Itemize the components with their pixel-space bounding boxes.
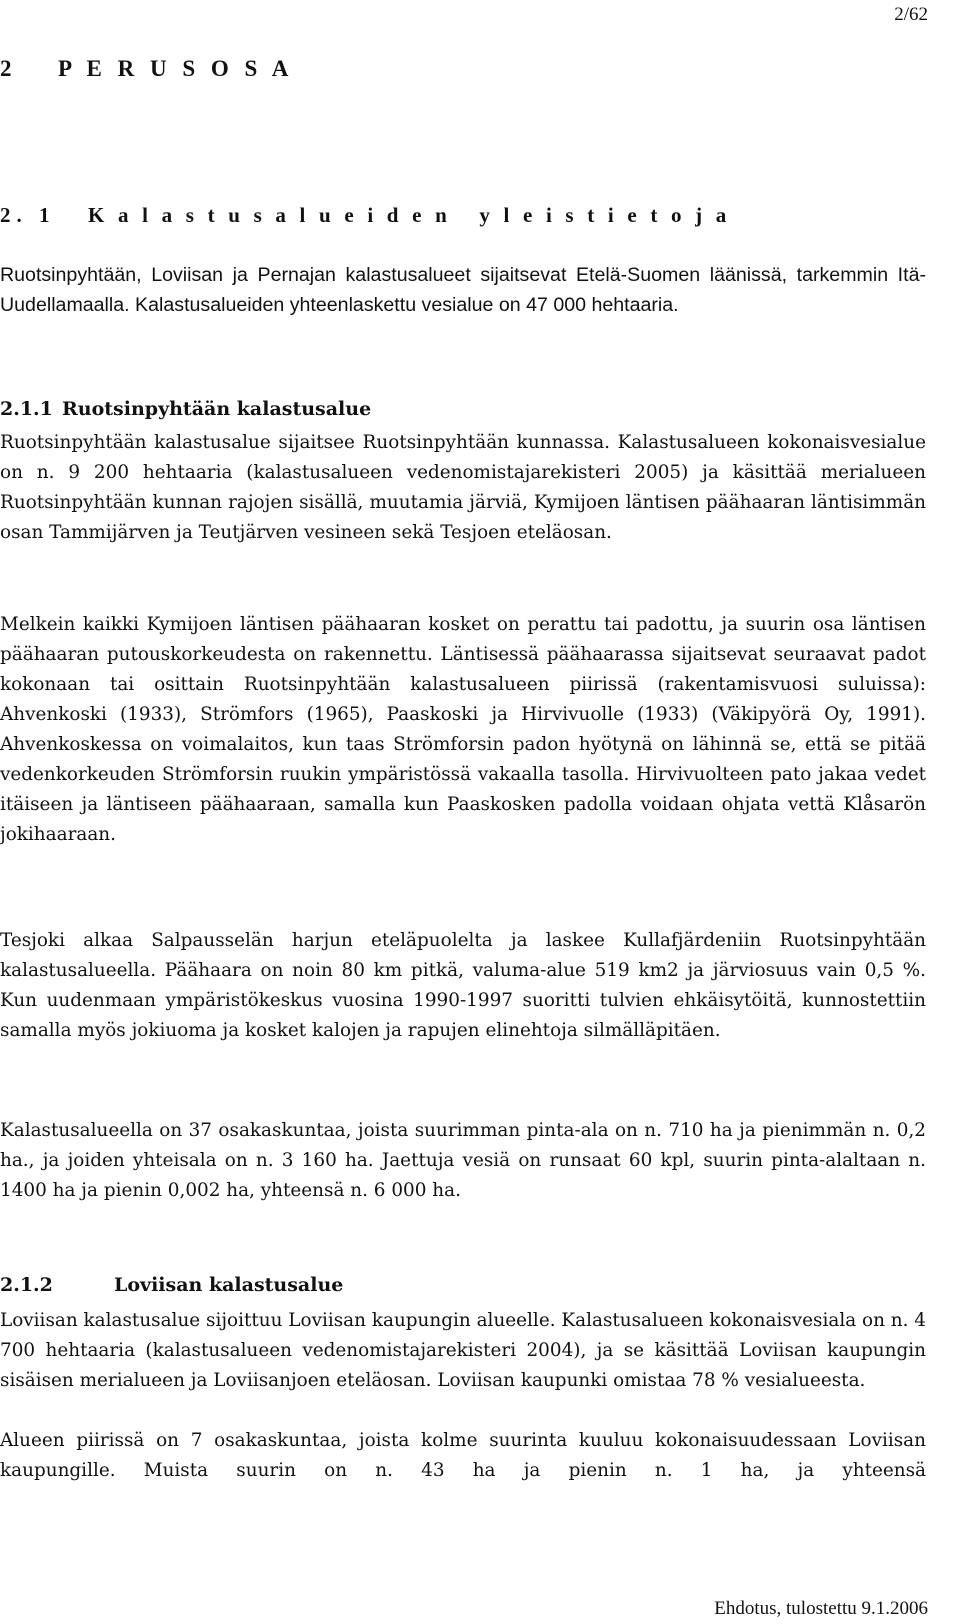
- subsection-title: K a l a s t u s a l u e i d e n y l e i s t i e t o j a: [88, 203, 731, 227]
- heading-ruotsinpyhtaa-title: Ruotsinpyhtään kalastusalue: [62, 398, 372, 420]
- heading-ruotsinpyhtaa-number: 2.1.1: [0, 398, 53, 420]
- intro-paragraph: Ruotsinpyhtään, Loviisan ja Pernajan kalastusalueet sijaitsevat Etelä-Suomen läänissä, tarkemmin Itä-Uudellamaalla. Kalastusalueiden yhteenlaskettu vesialue on 47 000 hehtaaria.: [0, 264, 926, 316]
- heading-ruotsinpyhtaa: [0, 398, 371, 420]
- paragraph-ruotsinpyhtaa-2: Melkein kaikki Kymijoen läntisen päähaaran kosket on perattu tai padottu, ja suurin osa läntisen päähaaran putouskorkeudesta on rakennettu. Läntisessä päähaarassa sijaitsevat seuraavat padot kokonaan tai osittain Ruotsinpyhtään kalastusalueen piirissä (rakentamisvuosi suluissa): Ahvenkoski (1933), Strömfors (1965), Paaskoski ja Hirvivuolle (1933) (Väkipyörä Oy, 1991). Ahvenkoskessa on voimalaitos, kun taas Strömforsin padon hyötynä on lähinnä se, että se pitää vedenkorkeuden Strömforsin ruukin ympäristössä vakaalla tasolla. Hirvivuolteen pato jakaa vedet itäiseen ja läntiseen päähaaraan, samalla kun Paaskosken padolla voidaan ohjata vettä Klåsarön jokihaaraan.: [0, 614, 926, 845]
- paragraph-ruotsinpyhtaa-3: Tesjoki alkaa Salpausselän harjun eteläpuolelta ja laskee Kullafjärdeniin Ruotsinpyhtään kalastusalueella. Päähaara on noin 80 km pitkä, valuma-alue 519 km2 ja järviosuus vain 0,5 %. Kun uudenmaan ympäristökeskus vuosina 1990-1997 suoritti tulvien ehkäisytöitä, kunnostettiin samalla myös jokiuoma ja kosket kalojen ja rapujen elinehtoja silmälläpitäen.: [0, 930, 926, 1041]
- footer-print-note: Ehdotus, tulostettu 9.1.2006: [714, 1598, 928, 1619]
- section-number: 2: [0, 56, 12, 81]
- paragraph-loviisa-1: Loviisan kalastusalue sijoittuu Loviisan kaupungin alueelle. Kalastusalueen kokonaisvesiala on n. 4 700 hehtaaria (kalastusalueen vedenomistajarekisteri 2004), ja se käsittää Loviisan kaupungin sisäisen merialueen ja Loviisanjoen eteläosan. Loviisan kaupunki omistaa 78 % vesialueesta.: [0, 1310, 927, 1391]
- paragraph-ruotsinpyhtaa-1: Ruotsinpyhtään kalastusalue sijaitsee Ruotsinpyhtään kunnassa. Kalastusalueen kokonaisvesialue on n. 9 200 hehtaaria (kalastusalueen vedenomistajarekisteri 2005) ja käsittää merialueen Ruotsinpyhtään kunnan rajojen sisällä, muutamia järviä, Kymijoen läntisen päähaaran läntisimmän osan Tammijärven ja Teutjärven vesineen sekä Tesjoen eteläosan.: [0, 432, 926, 543]
- heading-loviisa-number: 2.1.2: [0, 1274, 53, 1296]
- heading-loviisa-title: Loviisan kalastusalue: [114, 1274, 344, 1296]
- heading-loviisa: [0, 1274, 343, 1296]
- page-number: 2/62: [894, 4, 928, 25]
- section-heading: [0, 56, 293, 82]
- paragraph-loviisa-2: Alueen piirissä on 7 osakaskuntaa, joista kolme suurinta kuuluu kokonaisuudessaan Loviisan kaupungille. Muista suurin on n. 43 ha ja pienin n. 1 ha, ja yhteensä: [0, 1430, 926, 1481]
- section-title: P E R U S O S A: [58, 56, 294, 81]
- subsection-number: 2. 1: [0, 203, 56, 227]
- paragraph-ruotsinpyhtaa-4: Kalastusalueella on 37 osakaskuntaa, joista suurimman pinta-ala on n. 710 ha ja pienimmän n. 0,2 ha., ja joiden yhteisala on n. 3 160 ha. Jaettuja vesiä on runsaat 60 kpl, suurin pinta-alaltaan n. 1400 ha ja pienin 0,002 ha, yhteensä n. 6 000 ha.: [0, 1120, 926, 1201]
- subsection-heading: [0, 203, 730, 228]
